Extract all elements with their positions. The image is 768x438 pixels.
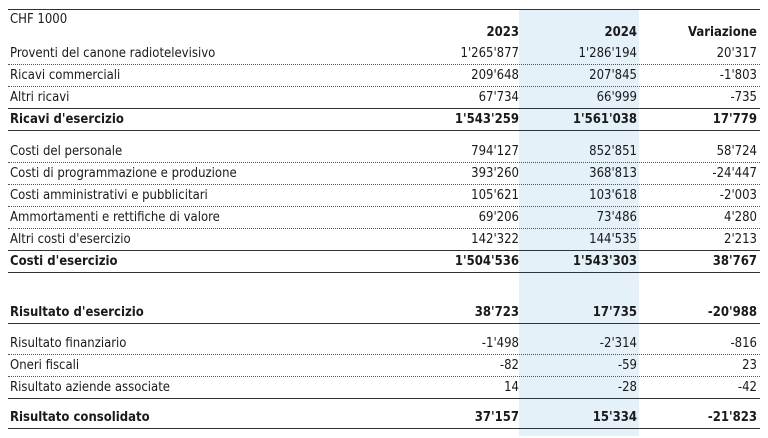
row-label: Ricavi commerciali [10, 68, 121, 83]
value-2024: 103'618 [589, 188, 637, 203]
value-2024: 368'813 [589, 166, 637, 181]
table-row-total [8, 251, 760, 273]
value-2023: 14 [504, 380, 519, 395]
row-label: Altri ricavi [10, 90, 70, 105]
value-variazione: 38'767 [712, 254, 757, 269]
value-2024: 144'535 [589, 232, 637, 247]
column-header-2023: 2023 [486, 25, 519, 40]
value-2024: 852'851 [589, 144, 637, 159]
row-label: Oneri fiscali [10, 358, 80, 373]
table-row-total [8, 302, 760, 324]
value-variazione: 17'779 [712, 112, 757, 127]
value-2024: 1'543'303 [572, 254, 637, 269]
table-row-total [8, 109, 760, 131]
table-row [8, 333, 760, 355]
value-2023: 209'648 [471, 68, 519, 83]
value-variazione: -20'988 [707, 305, 757, 320]
value-2023: 1'543'259 [454, 112, 519, 127]
value-2024: 73'486 [596, 210, 637, 225]
table-row [8, 355, 760, 377]
value-2024: 66'999 [596, 90, 637, 105]
table-row [8, 87, 760, 109]
value-2023: 37'157 [474, 410, 519, 425]
value-variazione: -2'003 [719, 188, 757, 203]
value-2023: 38'723 [474, 305, 519, 320]
row-label: Proventi del canone radiotelevisivo [10, 46, 216, 61]
row-label: Costi amministrativi e pubblicitari [10, 188, 208, 203]
table-row [8, 229, 760, 251]
value-variazione: -816 [730, 336, 757, 351]
value-2023: 67'734 [478, 90, 519, 105]
value-2024: 17'735 [592, 305, 637, 320]
table-row [8, 207, 760, 229]
row-label: Costi del personale [10, 144, 123, 159]
column-header-variazione: Variazione [687, 25, 757, 40]
row-label: Costi d'esercizio [10, 254, 118, 269]
value-2024: -59 [617, 358, 637, 373]
value-2023: -1'498 [481, 336, 519, 351]
value-2023: 393'260 [471, 166, 519, 181]
value-variazione: -42 [737, 380, 757, 395]
value-2023: -82 [499, 358, 519, 373]
top-rule [8, 9, 760, 10]
value-2024: 207'845 [589, 68, 637, 83]
row-label: Altri costi d'esercizio [10, 232, 131, 247]
unit-label: CHF 1000 [10, 12, 68, 27]
value-2023: 105'621 [471, 188, 519, 203]
table-row [8, 163, 760, 185]
value-variazione: 58'724 [716, 144, 757, 159]
row-label: Risultato consolidato [10, 410, 150, 425]
value-2023: 1'504'536 [454, 254, 519, 269]
table-row [8, 43, 760, 65]
column-header-2024: 2024 [604, 25, 637, 40]
value-2024: -28 [617, 380, 637, 395]
table-row [8, 65, 760, 87]
value-variazione: -735 [730, 90, 757, 105]
value-2024: -2'314 [599, 336, 637, 351]
value-2023: 142'322 [471, 232, 519, 247]
value-2023: 794'127 [471, 144, 519, 159]
value-variazione: 2'213 [724, 232, 757, 247]
value-2024: 1'286'194 [578, 46, 637, 61]
table-row-total [8, 407, 760, 429]
value-variazione: -24'447 [712, 166, 757, 181]
row-label: Costi di programmazione e produzione [10, 166, 237, 181]
value-variazione: -1'803 [719, 68, 757, 83]
table-row [8, 141, 760, 163]
row-label: Risultato d'esercizio [10, 305, 144, 320]
row-label: Risultato aziende associate [10, 380, 170, 395]
value-2024: 15'334 [592, 410, 637, 425]
value-variazione: 20'317 [716, 46, 757, 61]
row-label: Ammortamenti e rettifiche di valore [10, 210, 220, 225]
value-variazione: 23 [742, 358, 757, 373]
row-label: Risultato finanziario [10, 336, 127, 351]
value-2023: 69'206 [478, 210, 519, 225]
value-variazione: 4'280 [724, 210, 757, 225]
value-2023: 1'265'877 [460, 46, 519, 61]
row-label: Ricavi d'esercizio [10, 112, 124, 127]
table-row [8, 185, 760, 207]
value-variazione: -21'823 [707, 410, 757, 425]
value-2024: 1'561'038 [572, 112, 637, 127]
table-row [8, 377, 760, 399]
